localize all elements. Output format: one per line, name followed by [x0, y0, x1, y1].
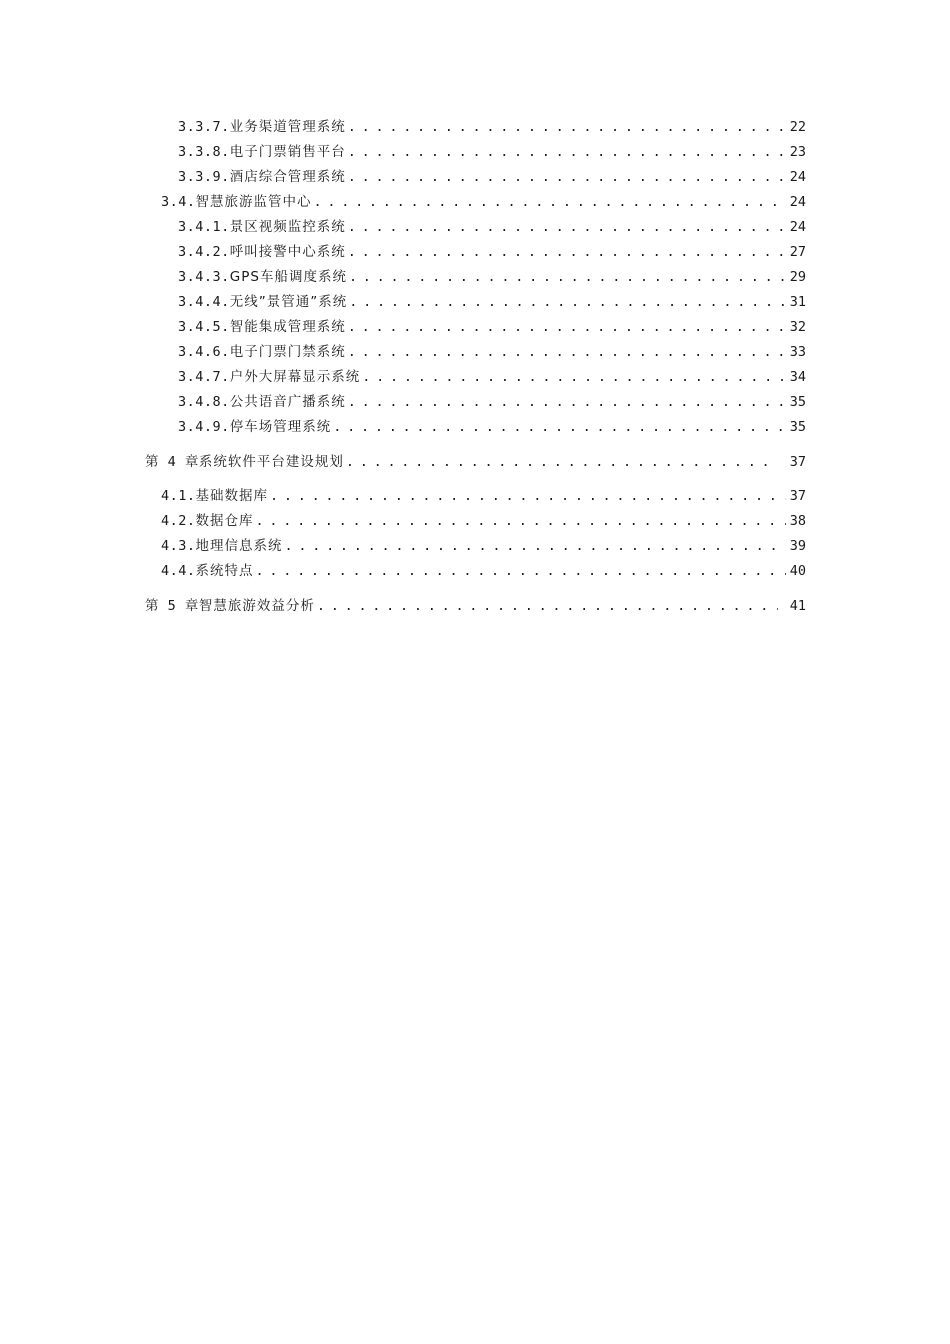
toc-entry[interactable] — [178, 292, 806, 312]
toc-entry-title: 数据仓库 — [195, 513, 254, 529]
toc-entry-number: 3.4.5. — [178, 319, 230, 335]
toc-entry-page: 37 — [789, 454, 806, 470]
toc-entry-page: 38 — [789, 513, 806, 529]
toc-entry-number: 3.4.2. — [178, 244, 230, 260]
dot-leader — [256, 561, 786, 581]
toc-entry-number: 3.4.1. — [178, 219, 230, 235]
dot-leader — [333, 417, 786, 437]
toc-entry-number: 3.4.9. — [178, 419, 230, 435]
toc-entry-title: 业务渠道管理系统 — [229, 119, 346, 135]
toc-entry-number: 3.4. — [161, 194, 196, 210]
toc-entry[interactable] — [178, 117, 806, 137]
toc-entry-title: 户外大屏幕显示系统 — [229, 369, 361, 385]
toc-entry-title: 系统软件平台建设规划 — [198, 454, 344, 470]
toc-entry-title: 酒店综合管理系统 — [229, 169, 346, 185]
toc-entry[interactable] — [178, 242, 806, 262]
toc-entry[interactable] — [178, 417, 806, 437]
toc-entry-page: 23 — [789, 144, 806, 160]
dot-leader — [348, 342, 786, 362]
toc-entry-title: 基础数据库 — [195, 488, 269, 504]
toc-entry[interactable] — [178, 392, 806, 412]
dot-leader — [349, 292, 786, 312]
toc-entry-number: 第 5 章 — [145, 598, 199, 614]
toc-entry-title: 地理信息系统 — [195, 538, 283, 554]
toc-entry[interactable] — [178, 317, 806, 337]
toc-entry-title: 景区视频监控系统 — [229, 219, 346, 235]
toc-entry-number: 第 4 章 — [145, 454, 199, 470]
toc-entry-number: 3.3.8. — [178, 144, 230, 160]
toc-entry-page: 24 — [789, 219, 806, 235]
toc-entry-number: 4.2. — [161, 513, 196, 529]
toc-entry-number: 4.1. — [161, 488, 196, 504]
dot-leader — [256, 511, 786, 531]
toc-entry-number: 3.4.6. — [178, 344, 230, 360]
toc-entry-title: 呼叫接警中心系统 — [229, 244, 346, 260]
toc-entry-number: 3.4.4. — [178, 294, 230, 310]
toc-entry[interactable] — [178, 167, 806, 187]
toc-entry-page: 41 — [789, 598, 806, 614]
toc-entry-number: 3.3.9. — [178, 169, 230, 185]
toc-entry-number: 3.4.8. — [178, 394, 230, 410]
toc-chapter-entry[interactable] — [145, 596, 806, 616]
toc-entry-title: 无线”景管通”系统 — [229, 294, 348, 310]
toc-entry[interactable] — [178, 142, 806, 162]
toc-entry-page: 37 — [789, 488, 806, 504]
toc-entry-title: 公共语音广播系统 — [229, 394, 346, 410]
dot-leader — [348, 217, 786, 237]
toc-entry-page: 34 — [789, 369, 806, 385]
toc-entry-page: 27 — [789, 244, 806, 260]
dot-leader — [317, 596, 778, 616]
toc-entry[interactable] — [178, 217, 806, 237]
toc-entry-page: 24 — [789, 169, 806, 185]
toc-entry-title: 电子门票门禁系统 — [229, 344, 346, 360]
toc-entry-page: 32 — [789, 319, 806, 335]
dot-leader — [270, 486, 786, 506]
toc-entry-title: GPS车船调度系统 — [229, 269, 347, 285]
toc-entry[interactable] — [161, 561, 806, 581]
toc-entry-page: 29 — [789, 269, 806, 285]
toc-entry-title: 智能集成管理系统 — [229, 319, 346, 335]
toc-entry-page: 39 — [789, 538, 806, 554]
toc-entry-page: 24 — [789, 194, 806, 210]
dot-leader — [348, 117, 786, 137]
dot-leader — [314, 192, 786, 212]
dot-leader — [348, 142, 786, 162]
toc-entry-title: 智慧旅游效益分析 — [198, 598, 315, 614]
toc-entry[interactable] — [161, 511, 806, 531]
toc-entry-number: 4.3. — [161, 538, 196, 554]
dot-leader — [348, 167, 786, 187]
dot-leader — [362, 367, 786, 387]
toc-entry-title: 电子门票销售平台 — [229, 144, 346, 160]
dot-leader — [348, 317, 786, 337]
toc-entry-number: 3.4.7. — [178, 369, 230, 385]
toc-entry-title: 停车场管理系统 — [229, 419, 332, 435]
toc-entry-page: 31 — [789, 294, 806, 310]
toc-entry[interactable] — [178, 367, 806, 387]
toc-entry-page: 22 — [789, 119, 806, 135]
toc-entry[interactable] — [161, 536, 806, 556]
toc-entry[interactable] — [178, 267, 806, 287]
dot-leader — [285, 536, 786, 556]
toc-entry[interactable] — [161, 486, 806, 506]
toc-entry-number: 3.3.7. — [178, 119, 230, 135]
dot-leader — [348, 392, 786, 412]
toc-entry-title: 系统特点 — [195, 563, 254, 579]
toc-entry-page: 35 — [789, 419, 806, 435]
toc-entry-title: 智慧旅游监管中心 — [195, 194, 312, 210]
toc-entry[interactable] — [178, 342, 806, 362]
dot-leader — [348, 242, 786, 262]
toc-entry-page: 35 — [789, 394, 806, 410]
toc-entry[interactable] — [161, 192, 806, 212]
dot-leader — [349, 267, 786, 287]
toc-entry-number: 3.4.3. — [178, 269, 230, 285]
dot-leader — [346, 452, 778, 472]
toc-entry-page: 40 — [789, 563, 806, 579]
toc-entry-number: 4.4. — [161, 563, 196, 579]
toc-chapter-entry[interactable] — [145, 452, 806, 472]
toc-entry-page: 33 — [789, 344, 806, 360]
